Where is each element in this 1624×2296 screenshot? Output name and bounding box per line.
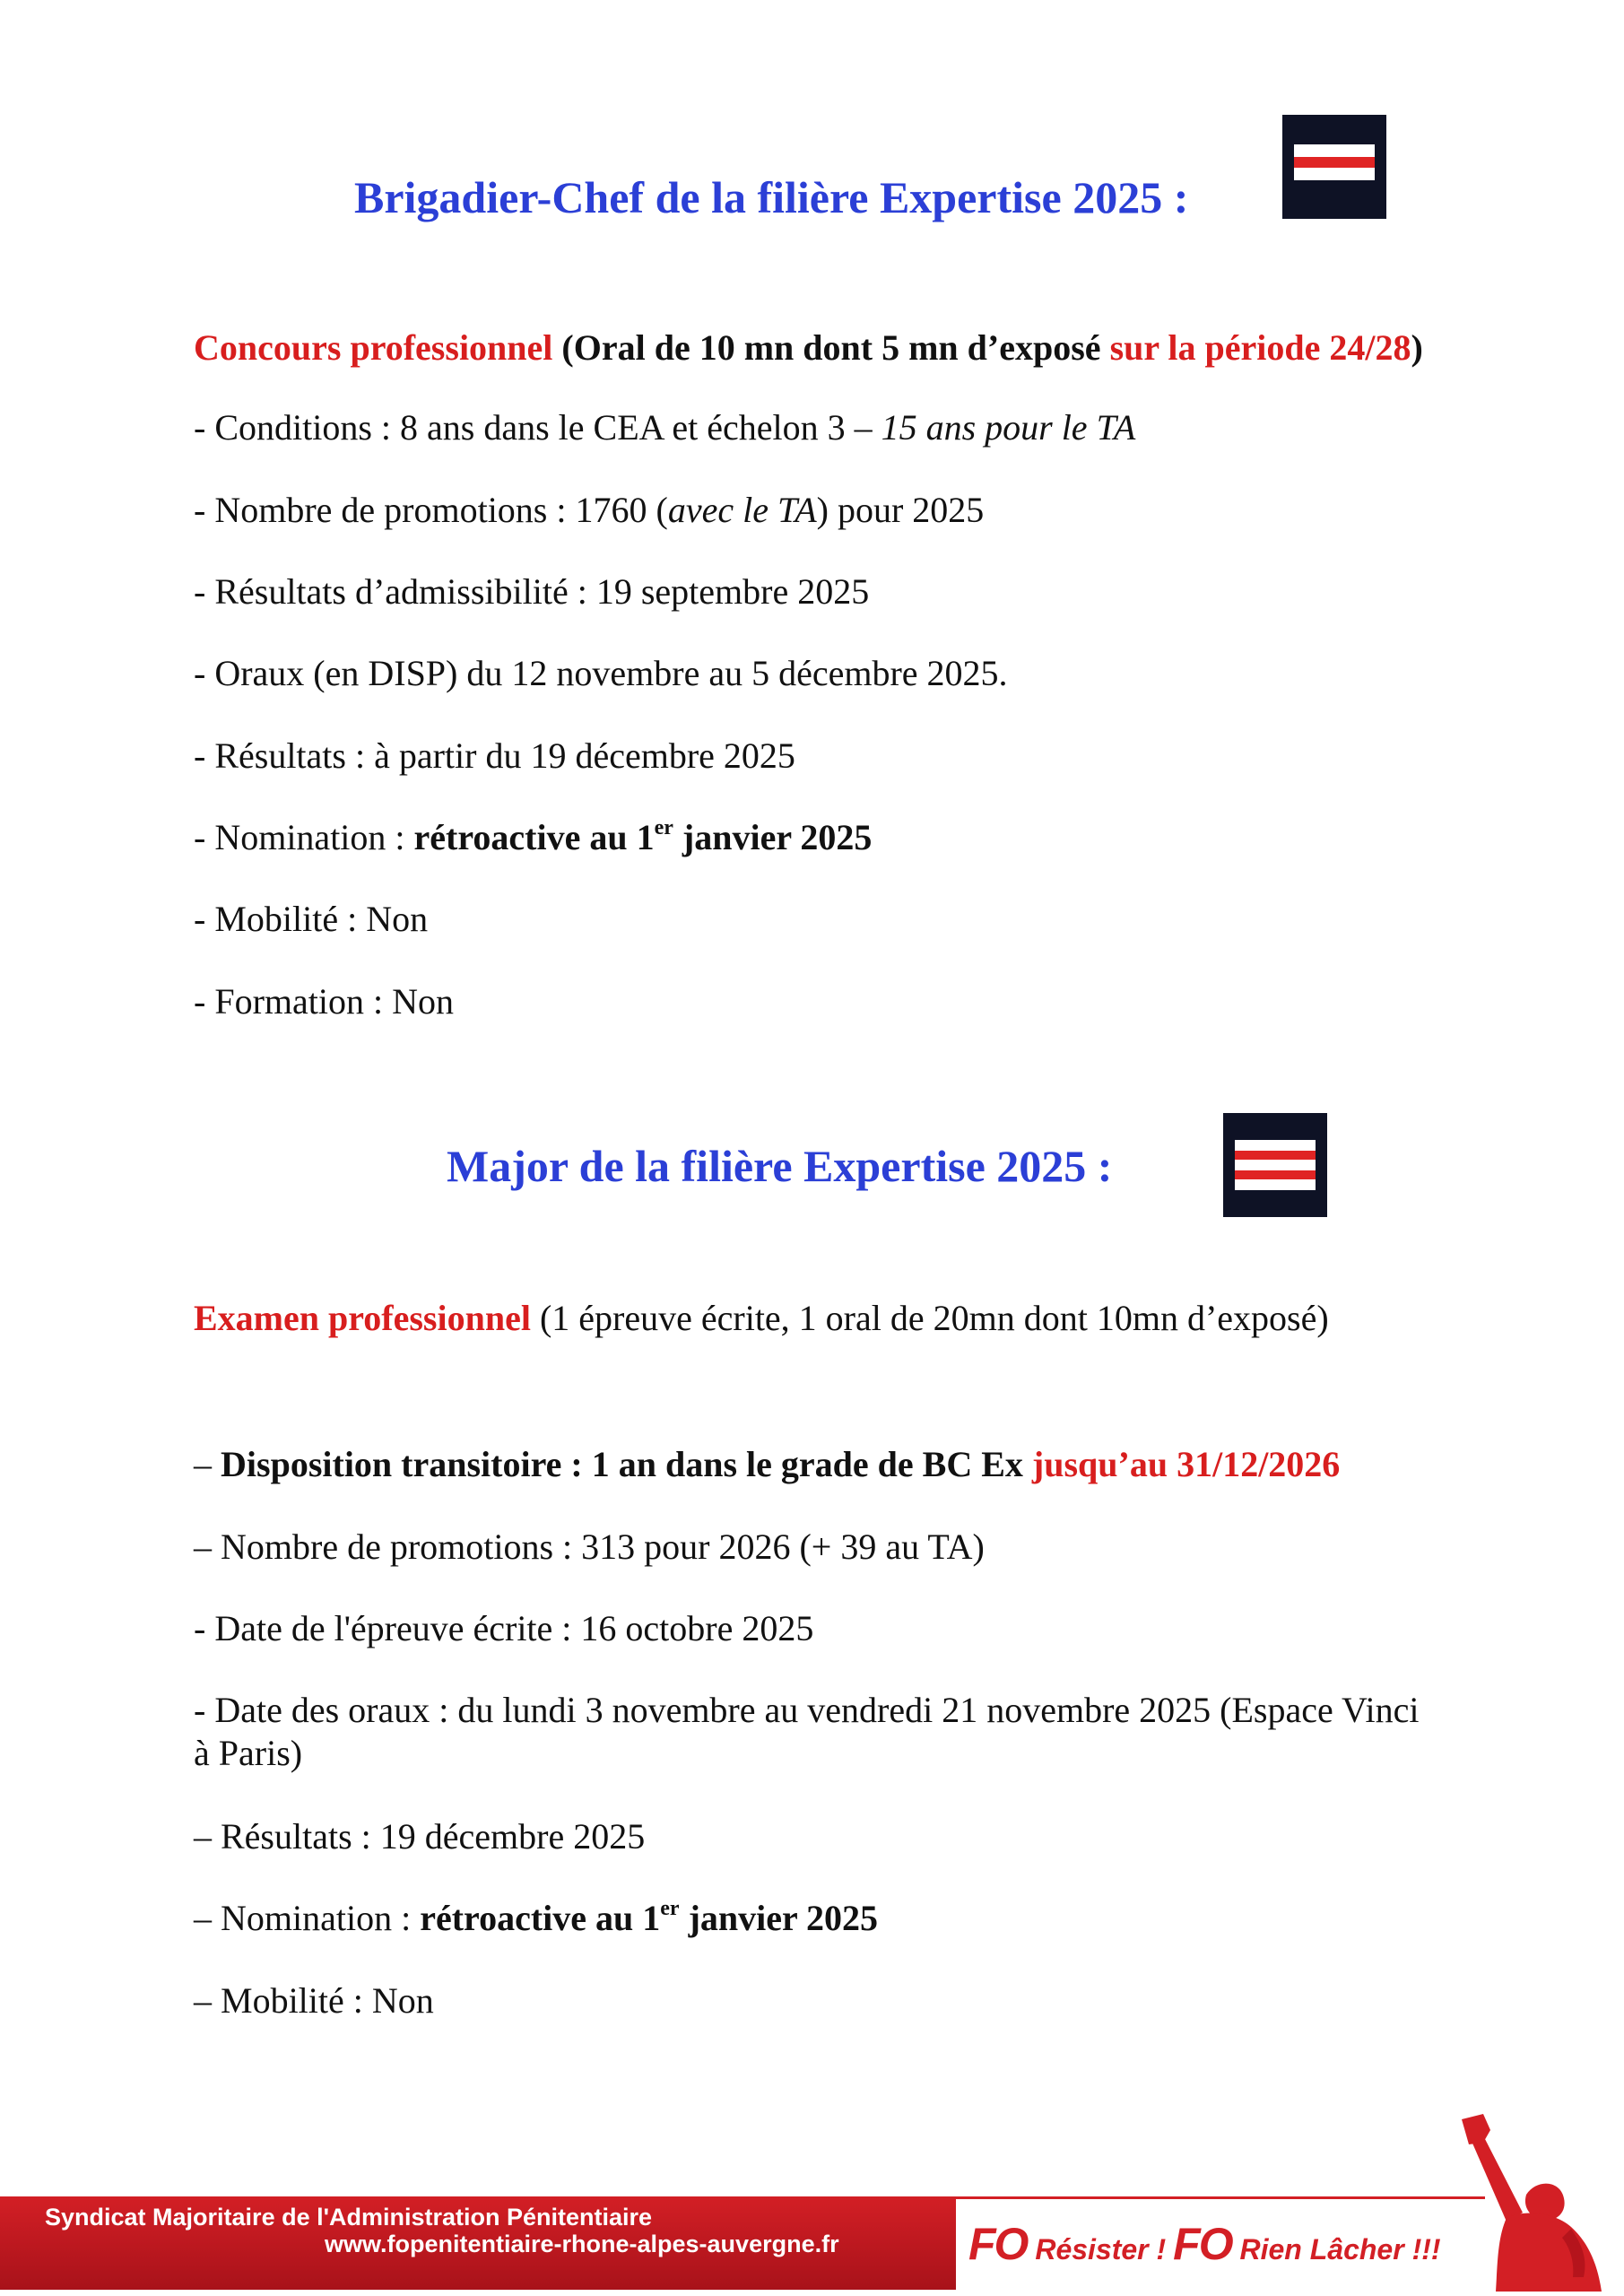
exam-detail: (Oral de 10 mn dont 5 mn d’exposé [552, 327, 1110, 368]
orals-line: - Oraux (en DISP) du 12 novembre au 5 décembre 2025. [194, 653, 1008, 693]
exam-period: sur la période 24/28 [1109, 327, 1411, 368]
promotions-line: - Nombre de promotions : 1760 (avec le TA) pour 2025 [194, 490, 985, 530]
fo-logo: FO [968, 2219, 1028, 2269]
nomination-line: – Nomination : rétroactive au 1er janvier 2025 [194, 1897, 879, 1938]
section1-intro: Concours professionnel (Oral de 10 mn dont 5 mn d’exposé sur la période 24/28) [194, 327, 1423, 368]
training-line: - Formation : Non [194, 981, 454, 1022]
fo-logo: FO [1173, 2219, 1232, 2269]
mobility-line: - Mobilité : Non [194, 899, 429, 939]
exam-type-label: Examen professionnel [194, 1298, 531, 1338]
results-line: - Résultats : à partir du 19 décembre 2025 [194, 735, 795, 776]
conditions-line: - Conditions : 8 ans dans le CEA et échelon 3 – 15 ans pour le TA [194, 407, 1136, 448]
promotions-line: – Nombre de promotions : 313 pour 2026 (+ 39 au TA) [194, 1526, 985, 1567]
transitional-line: – Disposition transitoire : 1 an dans le grade de BC Ex jusqu’au 31/12/2026 [194, 1444, 1341, 1484]
exam-type-label: Concours professionnel [194, 327, 553, 368]
footer-union-name: Syndicat Majoritaire de l'Administration Pénitentiaire [45, 2204, 653, 2231]
oral-dates-line: - Date des oraux : du lundi 3 novembre au vendredi 21 novembre 2025 (Espace Vinci à Paris) [194, 1690, 1420, 1773]
rank-insignia-icon [1282, 115, 1386, 219]
mobility-line: – Mobilité : Non [194, 1980, 434, 2021]
footer-divider [956, 2196, 1485, 2199]
footer-website[interactable]: www.fopenitentiaire-rhone-alpes-auvergne.fr [325, 2231, 839, 2257]
raised-fist-figure-icon [1444, 2112, 1605, 2292]
nomination-line: - Nomination : rétroactive au 1er janvier 2025 [194, 816, 873, 857]
exam-detail: (1 épreuve écrite, 1 oral de 20mn dont 10mn d’exposé) [530, 1298, 1329, 1338]
section2-title: Major de la filière Expertise 2025 : [447, 1141, 1113, 1191]
admissibility-line: - Résultats d’admissibilité : 19 septembre 2025 [194, 571, 870, 612]
results-line: – Résultats : 19 décembre 2025 [194, 1816, 646, 1857]
rank-insignia-icon [1223, 1113, 1327, 1217]
written-date-line: - Date de l'épreuve écrite : 16 octobre 2025 [194, 1608, 814, 1648]
footer-slogan: FO Résister ! FO Rien Lâcher !!! [968, 2219, 1441, 2269]
section1-title: Brigadier-Chef de la filière Expertise 2025 : [354, 172, 1189, 222]
section2-intro [194, 1297, 1449, 1340]
